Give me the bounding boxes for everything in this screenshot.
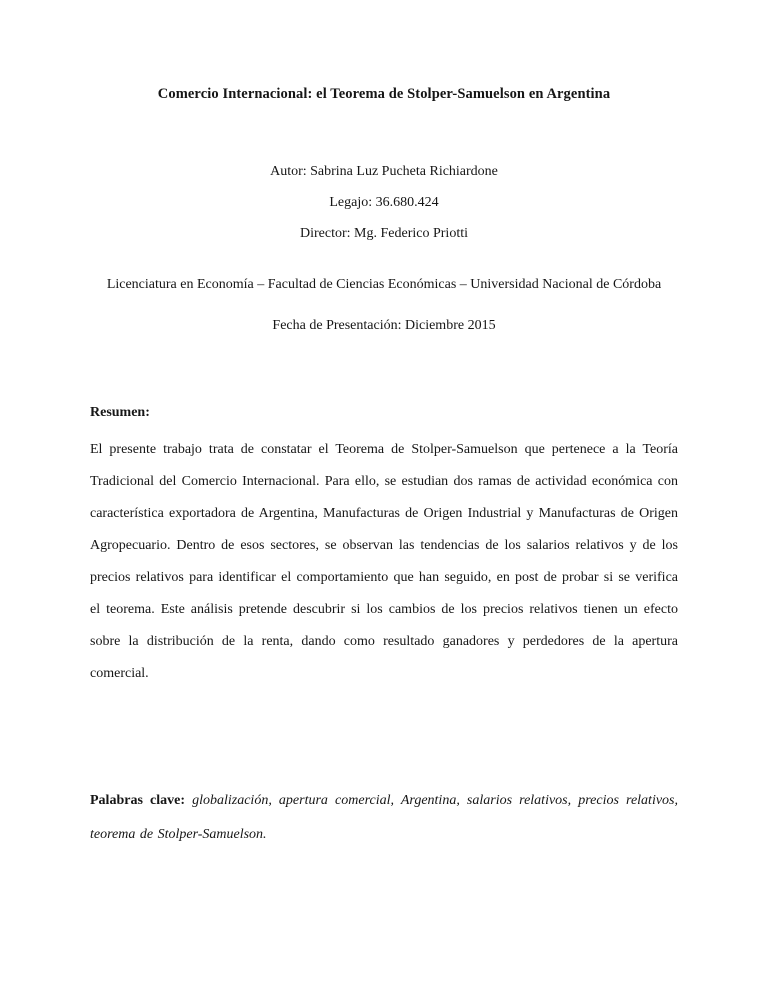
abstract-heading: Resumen: <box>90 405 150 420</box>
author-block <box>90 156 678 249</box>
director-line: Director: Mg. Federico Priotti <box>300 226 468 241</box>
institution-line: Licenciatura en Economía – Facultad de Ciencias Económicas – Universidad Nacional de Córdoba <box>106 277 662 292</box>
keywords-paragraph <box>90 784 678 852</box>
presentation-date-line: Fecha de Presentación: Diciembre 2015 <box>272 318 496 333</box>
keywords-label: Palabras clave: <box>90 793 185 808</box>
abstract-text: El presente trabajo trata de constatar el Teorema de Stolper-Samuelson que pertenece a la Teoría Tradicional del Comercio Internacional. Para ello, se estudian dos ramas de actividad económica con característica exportadora de Argentina, Manufacturas de Origen Industrial y Manufacturas de Origen Agropecuario. Dentro de esos sectores, se observan las tendencias de los salarios relativos y de los precios relativos para identificar el comportamiento que han seguido, en post de probar si se verifica el teorema. Este análisis pretende descubrir si los cambios de los precios relativos tienen un efecto sobre la distribución de la renta, dando como resultado ganadores y perdedores de la apertura comercial. <box>90 442 678 681</box>
document-title: Comercio Internacional: el Teorema de Stolper-Samuelson en Argentina <box>157 86 611 102</box>
author-line: Autor: Sabrina Luz Pucheta Richiardone <box>270 164 498 179</box>
keywords-text: globalización, apertura comercial, Argentina, salarios relativos, precios relativos, teorema de Stolper-Samuelson. <box>90 793 679 842</box>
legajo-line: Legajo: 36.680.424 <box>329 195 439 210</box>
